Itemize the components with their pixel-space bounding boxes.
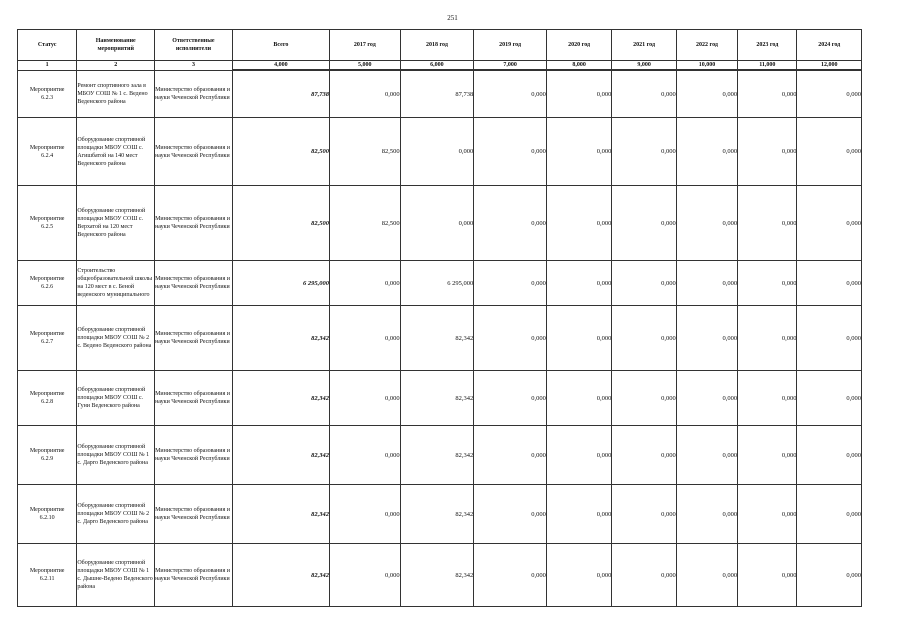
table-row xyxy=(18,544,862,607)
table-row xyxy=(18,70,862,118)
responsible-cell-text: Министерство образования и науки Чеченской Республики xyxy=(155,86,230,101)
year-value-cell: 0,000 xyxy=(546,485,611,544)
year-value-cell: 0,000 xyxy=(474,261,547,306)
year-value-cell: 0,000 xyxy=(474,426,547,485)
status-cell-text: Мероприятие 6.2.6 xyxy=(29,276,65,290)
budget-table xyxy=(17,29,862,607)
year-value-cell: 87,738 xyxy=(400,70,474,118)
year-value-cell: 82,500 xyxy=(330,118,401,186)
year-value-cell: 0,000 xyxy=(797,70,862,118)
total-value-cell: 87,738 xyxy=(232,70,329,118)
year-value-cell: 0,000 xyxy=(612,306,676,371)
status-cell xyxy=(18,371,77,426)
year-value-cell: 0,000 xyxy=(546,306,611,371)
status-cell xyxy=(18,118,77,186)
event-name-cell-text: Ремонт спортивного зала в МБОУ СОШ № 1 с. Ведено Веденского района xyxy=(77,82,148,105)
year-value-cell: 0,000 xyxy=(676,426,737,485)
col-number: 8,000 xyxy=(546,61,611,71)
event-name-cell xyxy=(77,118,155,186)
year-value-cell: 0,000 xyxy=(612,485,676,544)
responsible-cell xyxy=(155,426,233,485)
year-value-cell: 0,000 xyxy=(330,426,401,485)
year-value-cell: 0,000 xyxy=(330,371,401,426)
status-cell xyxy=(18,186,77,261)
header-responsible: Ответственные исполнители xyxy=(155,30,233,61)
page-number: 251 xyxy=(447,14,458,22)
event-name-cell xyxy=(77,306,155,371)
year-value-cell: 82,500 xyxy=(330,186,401,261)
year-value-cell: 0,000 xyxy=(474,118,547,186)
year-value-cell: 0,000 xyxy=(474,306,547,371)
year-value-cell: 0,000 xyxy=(797,118,862,186)
year-value-cell: 0,000 xyxy=(738,186,797,261)
year-value-cell: 0,000 xyxy=(546,426,611,485)
total-value-cell: 82,342 xyxy=(232,485,329,544)
year-value-cell: 0,000 xyxy=(797,306,862,371)
year-value-cell: 0,000 xyxy=(330,306,401,371)
event-name-cell xyxy=(77,261,155,306)
year-value-cell: 0,000 xyxy=(546,544,611,607)
col-number: 10,000 xyxy=(676,61,737,71)
total-value-cell: 82,500 xyxy=(232,118,329,186)
table-row xyxy=(18,306,862,371)
year-value-cell: 0,000 xyxy=(738,485,797,544)
year-value-cell: 0,000 xyxy=(676,485,737,544)
responsible-cell-text: Министерство образования и науки Чеченской Республики xyxy=(155,276,230,290)
table-row xyxy=(18,261,862,306)
col-number: 6,000 xyxy=(400,61,474,71)
total-value-cell: 6 295,000 xyxy=(232,261,329,306)
header-total: Всего xyxy=(232,30,329,61)
responsible-cell xyxy=(155,371,233,426)
year-value-cell: 0,000 xyxy=(797,544,862,607)
year-value-cell: 0,000 xyxy=(400,186,474,261)
event-name-cell-text: Оборудование спортивной площадки МБОУ СОШ № 1 с. Дышне-Ведено Веденского района xyxy=(77,560,153,590)
status-cell-text: Мероприятие 6.2.8 xyxy=(29,391,65,405)
year-value-cell: 0,000 xyxy=(612,70,676,118)
year-value-cell: 0,000 xyxy=(738,306,797,371)
total-value-cell: 82,342 xyxy=(232,371,329,426)
status-cell xyxy=(18,70,77,118)
status-cell-text: Мероприятие 6.2.11 xyxy=(29,568,65,582)
status-cell xyxy=(18,485,77,544)
header-status: Статус xyxy=(18,30,77,61)
status-cell xyxy=(18,261,77,306)
year-value-cell: 0,000 xyxy=(676,371,737,426)
responsible-cell xyxy=(155,306,233,371)
responsible-cell xyxy=(155,261,233,306)
col-number: 5,000 xyxy=(330,61,401,71)
responsible-cell-text: Министерство образования и науки Чеченской Республики xyxy=(155,507,230,521)
col-number: 9,000 xyxy=(612,61,676,71)
status-cell xyxy=(18,306,77,371)
year-value-cell: 0,000 xyxy=(676,118,737,186)
year-value-cell: 82,342 xyxy=(400,371,474,426)
year-value-cell: 0,000 xyxy=(474,186,547,261)
year-value-cell: 0,000 xyxy=(676,306,737,371)
header-2023: 2023 год xyxy=(738,30,797,61)
year-value-cell: 82,342 xyxy=(400,426,474,485)
responsible-cell-text: Министерство образования и науки Чеченской Республики xyxy=(155,144,230,159)
status-cell-text: Мероприятие 6.2.9 xyxy=(29,448,65,462)
header-2017: 2017 год xyxy=(330,30,401,61)
year-value-cell: 0,000 xyxy=(738,261,797,306)
year-value-cell: 6 295,000 xyxy=(400,261,474,306)
header-2022: 2022 год xyxy=(676,30,737,61)
year-value-cell: 0,000 xyxy=(738,426,797,485)
event-name-cell-text: Оборудование спортивной площадки МБОУ СОШ № 1 с. Дарго Веденского района xyxy=(77,444,150,466)
event-name-cell-text: Оборудование спортивной площадки МБОУ СОШ с. Агишбатой на 140 мест Веденского района xyxy=(77,136,146,167)
year-value-cell: 0,000 xyxy=(612,118,676,186)
year-value-cell: 0,000 xyxy=(330,544,401,607)
table-row xyxy=(18,186,862,261)
table-row xyxy=(18,485,862,544)
year-value-cell: 0,000 xyxy=(474,371,547,426)
year-value-cell: 0,000 xyxy=(330,485,401,544)
year-value-cell: 0,000 xyxy=(738,70,797,118)
event-name-cell-text: Строительство общеобразовательной школы на 120 мест в с. Беной веденского муниципального xyxy=(77,268,153,298)
event-name-cell xyxy=(77,426,155,485)
total-value-cell: 82,342 xyxy=(232,426,329,485)
event-name-cell xyxy=(77,371,155,426)
year-value-cell: 0,000 xyxy=(546,118,611,186)
year-value-cell: 0,000 xyxy=(546,186,611,261)
table-row xyxy=(18,118,862,186)
year-value-cell: 0,000 xyxy=(612,544,676,607)
event-name-cell xyxy=(77,544,155,607)
year-value-cell: 0,000 xyxy=(612,426,676,485)
year-value-cell: 0,000 xyxy=(797,426,862,485)
status-cell-text: Мероприятие 6.2.5 xyxy=(29,216,65,230)
year-value-cell: 0,000 xyxy=(612,186,676,261)
status-cell xyxy=(18,544,77,607)
year-value-cell: 82,342 xyxy=(400,306,474,371)
col-number: 2 xyxy=(77,61,155,71)
col-number: 4,000 xyxy=(232,61,329,71)
year-value-cell: 0,000 xyxy=(612,261,676,306)
responsible-cell-text: Министерство образования и науки Чеченской Республики xyxy=(155,448,230,462)
year-value-cell: 0,000 xyxy=(474,70,547,118)
event-name-cell xyxy=(77,485,155,544)
col-number: 7,000 xyxy=(474,61,547,71)
responsible-cell xyxy=(155,118,233,186)
year-value-cell: 0,000 xyxy=(797,186,862,261)
header-2020: 2020 год xyxy=(546,30,611,61)
header-name: Наименование мероприятий xyxy=(77,30,155,61)
year-value-cell: 0,000 xyxy=(612,371,676,426)
responsible-cell xyxy=(155,186,233,261)
header-2019: 2019 год xyxy=(474,30,547,61)
year-value-cell: 0,000 xyxy=(330,261,401,306)
year-value-cell: 0,000 xyxy=(474,485,547,544)
responsible-cell-text: Министерство образования и науки Чеченской Республики xyxy=(155,391,230,405)
responsible-cell-text: Министерство образования и науки Чеченской Республики xyxy=(155,216,230,230)
total-value-cell: 82,342 xyxy=(232,306,329,371)
table-row xyxy=(18,426,862,485)
status-cell xyxy=(18,426,77,485)
year-value-cell: 0,000 xyxy=(546,371,611,426)
event-name-cell-text: Оборудование спортивной площадки МБОУ СОШ № 2 с. Ведено Веденского района xyxy=(77,327,152,349)
event-name-cell-text: Оборудование спортивной площадки МБОУ СОШ № 2 с. Дарго Веденского района xyxy=(77,503,150,525)
event-name-cell-text: Оборудование спортивной площадки МБОУ СОШ с. Гуни Веденского района xyxy=(77,387,146,409)
header-2024: 2024 год xyxy=(797,30,862,61)
total-value-cell: 82,500 xyxy=(232,186,329,261)
responsible-cell xyxy=(155,485,233,544)
year-value-cell: 0,000 xyxy=(676,70,737,118)
col-number: 11,000 xyxy=(738,61,797,71)
year-value-cell: 0,000 xyxy=(738,544,797,607)
status-cell-text: Мероприятие 6.2.3 xyxy=(29,86,65,101)
year-value-cell: 0,000 xyxy=(738,371,797,426)
status-cell-text: Мероприятие 6.2.10 xyxy=(29,507,65,521)
year-value-cell: 0,000 xyxy=(546,70,611,118)
header-row xyxy=(18,30,862,61)
col-number: 3 xyxy=(155,61,233,71)
year-value-cell: 0,000 xyxy=(797,485,862,544)
column-number-row xyxy=(18,61,862,71)
status-cell-text: Мероприятие 6.2.7 xyxy=(29,331,65,345)
total-value-cell: 82,342 xyxy=(232,544,329,607)
year-value-cell: 0,000 xyxy=(330,70,401,118)
header-2021: 2021 год xyxy=(612,30,676,61)
year-value-cell: 0,000 xyxy=(797,371,862,426)
header-2018: 2018 год xyxy=(400,30,474,61)
table-row xyxy=(18,371,862,426)
year-value-cell: 0,000 xyxy=(676,186,737,261)
col-number: 1 xyxy=(18,61,77,71)
event-name-cell-text: Оборудование спортивной площадки МБОУ СОШ с. Верхатой на 120 мест Веденского района xyxy=(77,208,146,238)
year-value-cell: 0,000 xyxy=(797,261,862,306)
responsible-cell xyxy=(155,544,233,607)
year-value-cell: 0,000 xyxy=(676,261,737,306)
responsible-cell-text: Министерство образования и науки Чеченской Республики xyxy=(155,568,230,582)
status-cell-text: Мероприятие 6.2.4 xyxy=(29,144,65,159)
event-name-cell xyxy=(77,70,155,118)
year-value-cell: 0,000 xyxy=(474,544,547,607)
event-name-cell xyxy=(77,186,155,261)
year-value-cell: 0,000 xyxy=(546,261,611,306)
year-value-cell: 0,000 xyxy=(400,118,474,186)
col-number: 12,000 xyxy=(797,61,862,71)
year-value-cell: 0,000 xyxy=(738,118,797,186)
year-value-cell: 0,000 xyxy=(676,544,737,607)
year-value-cell: 82,342 xyxy=(400,485,474,544)
responsible-cell-text: Министерство образования и науки Чеченской Республики xyxy=(155,331,230,345)
year-value-cell: 82,342 xyxy=(400,544,474,607)
responsible-cell xyxy=(155,70,233,118)
